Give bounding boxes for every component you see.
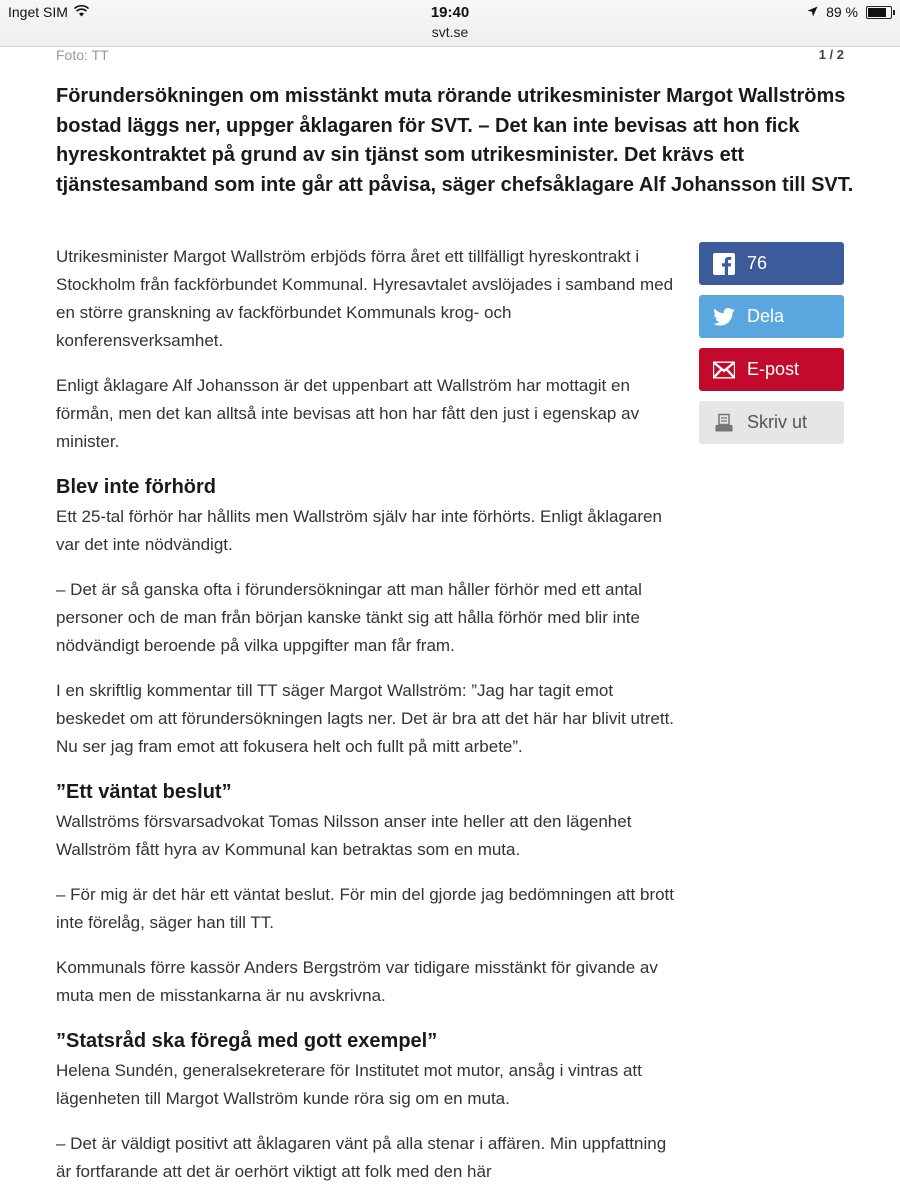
facebook-share-button[interactable]	[699, 242, 844, 285]
paragraph: I en skriftlig kommentar till TT säger Margot Wallström: ”Jag har tagit emot beskedet om att förundersökningen lagts ner. Det är bra att det här har blivit utrett. Nu ser jag fram emot att fokusera helt och fullt på mitt arbete”.	[56, 681, 675, 756]
status-bar	[0, 0, 900, 47]
battery-fill	[868, 8, 886, 17]
paragraph: – Det är så ganska ofta i förundersökningar att man håller förhör med ett antal personer och de man från början kanske tänkt sig att hålla förhör med blir inte nödvändigt beroende på vilka uppgifter man får fram.	[56, 580, 642, 655]
paragraph: – Det är väldigt positivt att åklagaren vänt på alla stenar i affären. Min uppfattning är fortfarande att det är oerhört viktigt att folk med den här	[56, 1134, 667, 1181]
carrier-label: Inget SIM	[8, 4, 68, 20]
clock: 19:40	[430, 4, 470, 21]
subheading: ”Ett väntat beslut”	[56, 781, 232, 803]
battery-percentage: 89 %	[826, 4, 858, 20]
gallery-page-indicator: 1 / 2	[818, 47, 844, 62]
email-share-button[interactable]	[699, 348, 844, 391]
printer-icon	[713, 412, 735, 434]
subheading: ”Statsråd ska föregå med gott exempel”	[56, 1030, 438, 1052]
article-body	[56, 243, 676, 1203]
article-lead: Förundersökningen om misstänkt muta rörande utrikesminister Margot Wallströms bostad läggs ner, uppger åklagaren för SVT. – Det kan inte bevisas att hon fick hyreskontraktet på grund av sin tjänst som utrikesminister. Det krävs ett tjänstesamband som inte går att påvisa, säger chefsåklagare Alf Johansson till SVT.	[56, 85, 854, 196]
print-button[interactable]	[699, 401, 844, 444]
location-arrow-icon	[807, 4, 818, 20]
paragraph: Utrikesminister Margot Wallström erbjöds förra året ett tillfälligt hyreskontrakt i Stockholm från fackförbundet Kommunal. Hyresavtalet avslöjades i samband med en större granskning av fackförbundet Kommunals krog- och konferensverksamhet.	[56, 247, 674, 350]
battery-icon	[866, 6, 892, 19]
photo-credit: Foto: TT	[56, 47, 109, 63]
twitter-share-button[interactable]	[699, 295, 844, 338]
paragraph: Helena Sundén, generalsekreterare för Institutet mot mutor, ansåg i vintras att lägenheten till Margot Wallström kunde röra sig om en muta.	[56, 1061, 642, 1108]
paragraph: Kommunals förre kassör Anders Bergström var tidigare misstänkt för givande av muta men de misstankarna är nu avskrivna.	[56, 958, 658, 1005]
twitter-bird-icon	[713, 306, 735, 328]
address-bar[interactable]: svt.se	[431, 24, 469, 40]
paragraph: Enligt åklagare Alf Johansson är det uppenbart att Wallström har mottagit en förmån, men det kan alltså inte bevisas att hon har fått den just i egenskap av minister.	[56, 376, 640, 451]
twitter-share-label: Dela	[747, 306, 785, 326]
system-status	[807, 4, 892, 20]
envelope-icon	[713, 359, 735, 381]
facebook-icon	[713, 253, 735, 275]
paragraph: Wallströms försvarsadvokat Tomas Nilsson anser inte heller att den lägenhet Wallström fått hyra av Kommunal kan betraktas som en muta.	[56, 812, 632, 859]
email-share-label: E-post	[747, 359, 800, 379]
paragraph: Ett 25-tal förhör har hållits men Wallström själv har inte förhörts. Enligt åklagaren var det inte nödvändigt.	[56, 507, 662, 554]
print-label: Skriv ut	[747, 412, 808, 432]
paragraph: – För mig är det här ett väntat beslut. För min del gjorde jag bedömningen att brott inte förelåg, säger han till TT.	[56, 885, 675, 932]
subheading: Blev inte förhörd	[56, 476, 217, 498]
facebook-share-count: 76	[747, 253, 768, 273]
share-panel	[699, 242, 844, 454]
